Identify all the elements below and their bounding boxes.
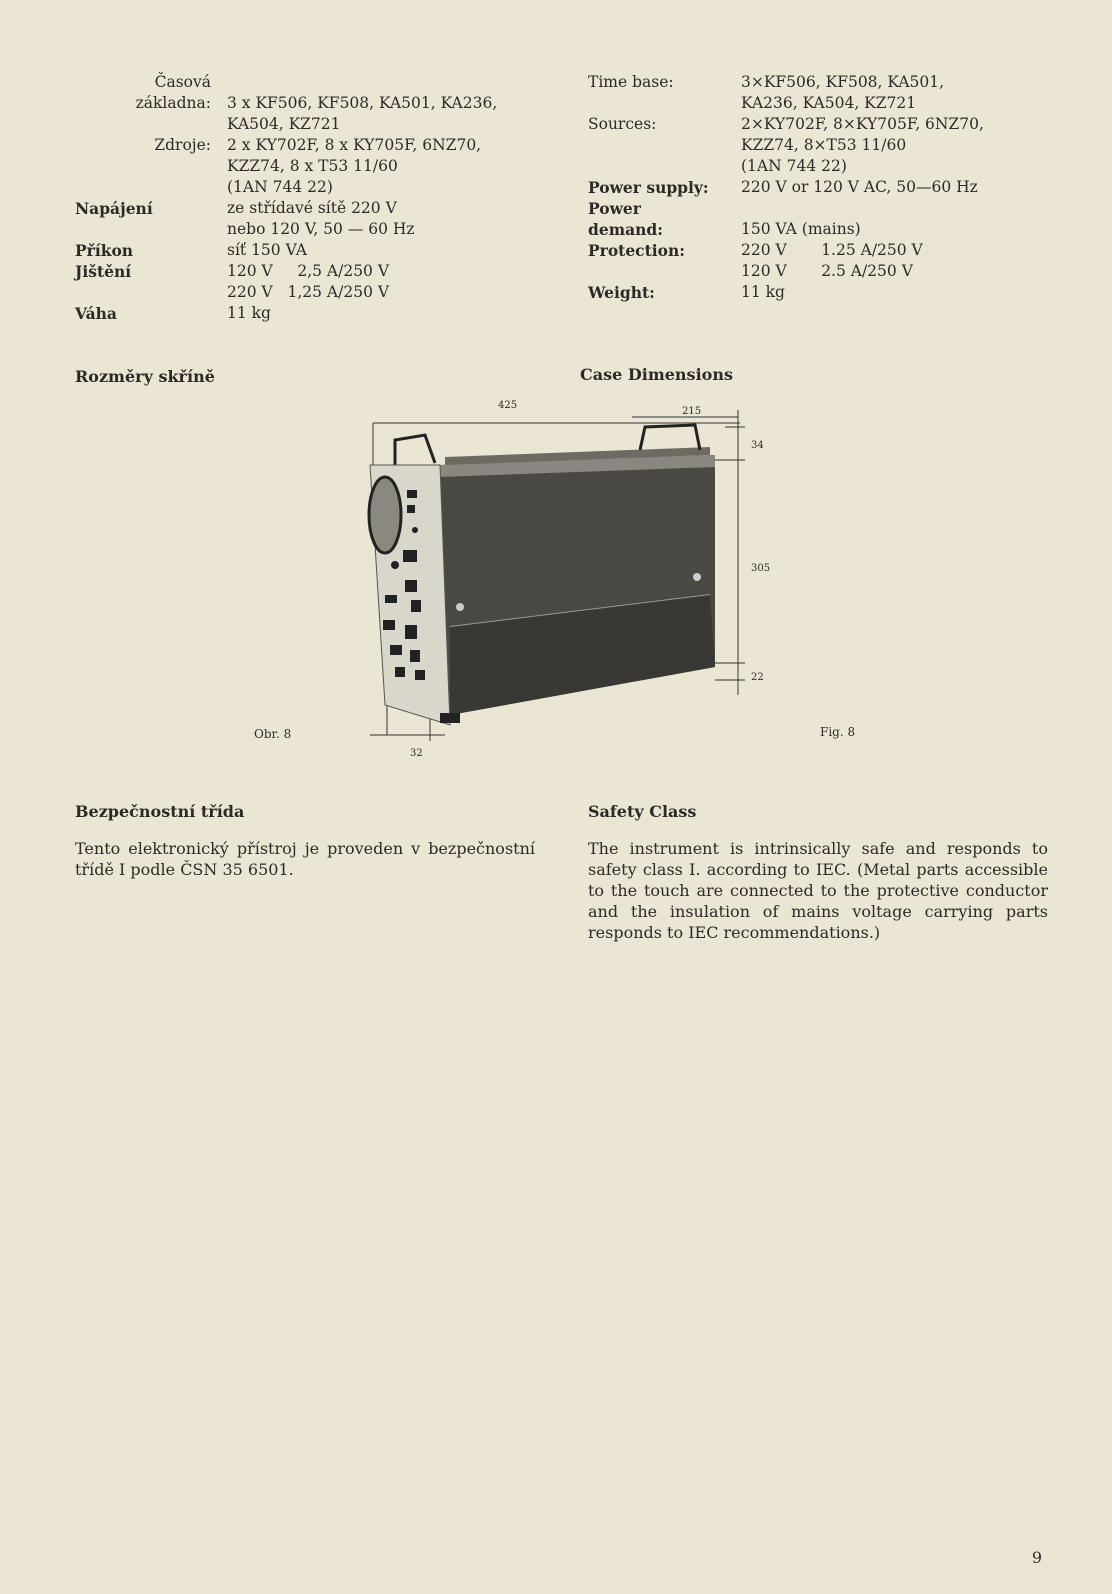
spec-value-line: 11 kg: [227, 304, 271, 322]
english-spec-table: [588, 72, 984, 303]
czech-figure-caption: Obr. 8: [254, 727, 292, 741]
spec-value-line: KA504, KZ721: [227, 115, 341, 133]
spec-label-line: Napájení: [75, 199, 153, 218]
spec-label: [588, 282, 741, 303]
spec-label: [75, 261, 227, 303]
spec-value-line: 220 V 1.25 A/250 V: [741, 241, 923, 259]
spec-label: [588, 72, 741, 114]
dimension-depth-label: 215: [682, 406, 702, 417]
spec-row: [588, 72, 984, 114]
spec-value-line: (1AN 744 22): [741, 157, 847, 175]
czech-specs: [75, 72, 545, 324]
spec-value: [741, 177, 984, 198]
spec-value: [227, 198, 497, 240]
spec-value-line: 120 V 2,5 A/250 V: [227, 262, 390, 280]
spec-row: [588, 198, 984, 240]
spec-row: [588, 240, 984, 282]
spec-value: [227, 261, 497, 303]
spec-value-line: KZZ74, 8×T53 11/60: [741, 136, 907, 154]
spec-label-line: Sources:: [588, 115, 657, 133]
dimension-front-label: 32: [410, 748, 423, 759]
spec-value-line: síť 150 VA: [227, 241, 307, 259]
spec-label-line: Zdroje:: [154, 136, 211, 154]
czech-dimensions-heading: Rozměry skříně: [75, 367, 215, 386]
english-dimensions-heading: Case Dimensions: [580, 365, 733, 384]
spec-row: [75, 72, 497, 135]
spec-label: [75, 72, 227, 135]
spec-value-line: 120 V 2.5 A/250 V: [741, 262, 913, 280]
spec-value-line: nebo 120 V, 50 — 60 Hz: [227, 220, 415, 238]
dimension-feet-label: 22: [751, 672, 764, 683]
czech-safety-text: Tento elektronický přístroj je proveden v bezpečnostní třídě I podle ČSN 35 6501.: [75, 839, 535, 879]
spec-label-line: Time base:: [588, 73, 674, 91]
spec-value-line: 3×KF506, KF508, KA501,: [741, 73, 945, 91]
spec-row: [75, 198, 497, 240]
page-number: 9: [1031, 1548, 1042, 1567]
spec-value: [227, 72, 497, 135]
spec-value-line: [741, 198, 984, 219]
spec-label: [588, 240, 741, 282]
spec-value: [741, 114, 984, 177]
spec-value: [227, 240, 497, 261]
dimension-height-label: 305: [751, 563, 771, 574]
spec-row: [588, 282, 984, 303]
spec-value-line: 220 V 1,25 A/250 V: [227, 283, 390, 301]
spec-label: [75, 240, 227, 261]
czech-spec-table: [75, 72, 497, 324]
spec-row: [75, 261, 497, 303]
czech-safety-heading: Bezpečnostní třída: [75, 802, 245, 821]
spec-value: [741, 240, 984, 282]
spec-label-line: Váha: [75, 304, 117, 323]
english-specs: [588, 72, 1058, 303]
spec-label-line: demand:: [588, 220, 663, 239]
spec-value-line: ze střídavé sítě 220 V: [227, 199, 397, 217]
spec-value-line: (1AN 744 22): [227, 178, 333, 196]
dimension-width-label: 425: [498, 400, 518, 411]
spec-value-line: 220 V or 120 V AC, 50—60 Hz: [741, 178, 978, 196]
spec-row: [588, 177, 984, 198]
spec-row: [75, 240, 497, 261]
spec-label-line: základna:: [135, 94, 211, 112]
spec-value-line: [227, 72, 497, 93]
spec-label: [75, 303, 227, 324]
english-safety-text: The instrument is intrinsically safe and responds to safety class I. according to IEC. (Metal parts accessible to the touch are connected to the protective conductor and the insulation of mains voltage carrying parts responds to IEC recommendations.): [588, 839, 1048, 942]
spec-value-line: 3 x KF506, KF508, KA501, KA236,: [227, 94, 498, 112]
spec-value-line: KZZ74, 8 x T53 11/60: [227, 157, 398, 175]
spec-label: [75, 198, 227, 240]
spec-value: [741, 72, 984, 114]
spec-label-line: Weight:: [588, 283, 655, 302]
spec-row: [75, 135, 497, 198]
spec-label: [588, 177, 741, 198]
spec-label-line: Power supply:: [588, 178, 709, 197]
spec-value-line: KA236, KA504, KZ721: [741, 94, 917, 112]
spec-value: [227, 135, 497, 198]
spec-value: [741, 198, 984, 240]
oscilloscope-photo-icon: [355, 405, 775, 765]
spec-label-line: Power: [588, 199, 641, 218]
spec-value-line: 11 kg: [741, 283, 785, 301]
spec-value-line: 2 x KY702F, 8 x KY705F, 6NZ70,: [227, 136, 482, 154]
spec-label: [75, 135, 227, 198]
english-figure-caption: Fig. 8: [820, 725, 856, 739]
spec-row: [75, 303, 497, 324]
spec-value-line: 150 VA (mains): [741, 220, 861, 238]
spec-value-line: 2×KY702F, 8×KY705F, 6NZ70,: [741, 115, 984, 133]
spec-label-line: Příkon: [75, 241, 134, 260]
spec-label-line: Časová: [154, 73, 211, 91]
spec-label-line: Jištění: [75, 262, 132, 281]
spec-value: [227, 303, 497, 324]
spec-row: [588, 114, 984, 177]
english-safety-heading: Safety Class: [588, 802, 697, 821]
spec-label-line: Protection:: [588, 241, 685, 260]
dimension-handle-label: 34: [751, 440, 764, 451]
spec-label: [588, 114, 741, 177]
spec-value: [741, 282, 984, 303]
spec-label: [588, 198, 741, 240]
